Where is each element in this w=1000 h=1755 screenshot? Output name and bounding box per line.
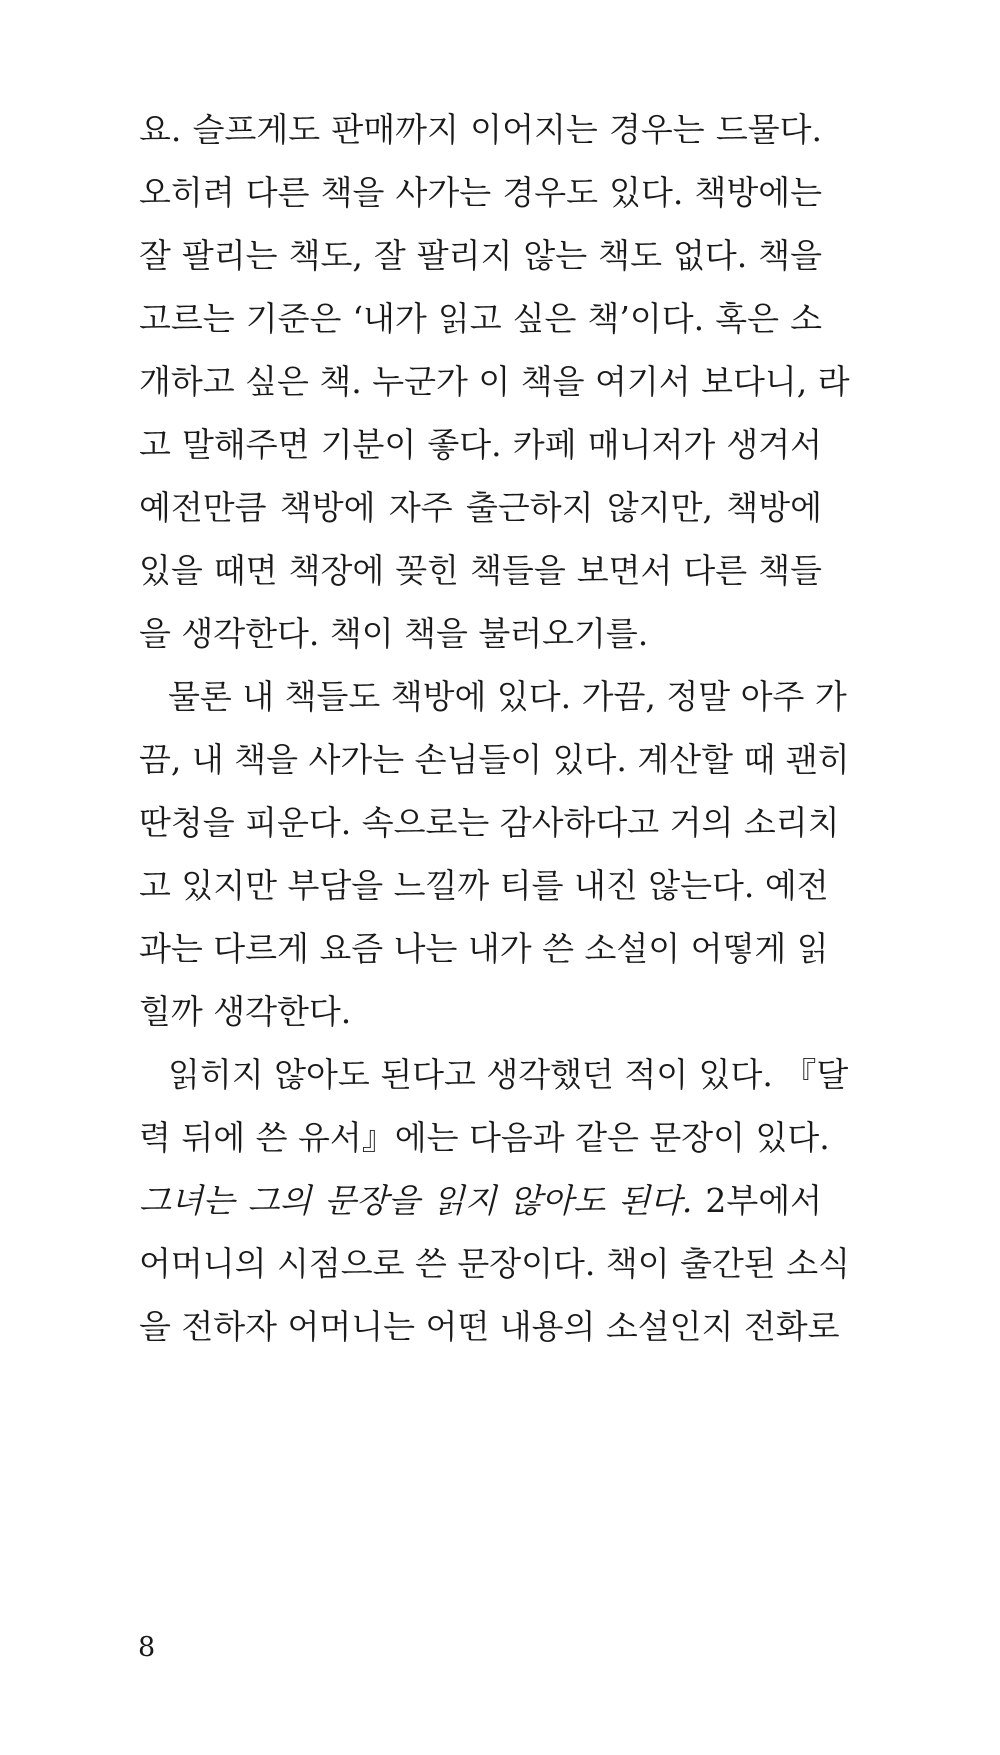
text-line-5: 개하고 싶은 책. 누군가 이 책을 여기서 보다니, 라 [139,362,850,401]
text-line-1: 요. 슬프게도 판매까지 이어지는 경우는 드물다. [139,110,822,149]
text-line-13: 고 있지만 부담을 느낄까 티를 내진 않는다. 예전 [139,866,829,905]
text-line-2: 오히려 다른 책을 사가는 경우도 있다. 책방에는 [139,173,822,212]
text-line-19: 어머니의 시점으로 쓴 문장이다. 책이 출간된 소식 [139,1244,850,1283]
text-line-4: 고르는 기준은 ‘내가 읽고 싶은 책’이다. 혹은 소 [139,299,822,338]
text-line-14: 과는 다르게 요즘 나는 내가 쓴 소설이 어떻게 읽 [139,929,829,968]
text-line-3: 잘 팔리는 책도, 잘 팔리지 않는 책도 없다. 책을 [139,236,822,275]
text-line-11: 끔, 내 책을 사가는 손님들이 있다. 계산할 때 괜히 [139,740,850,779]
text-line-10: 물론 내 책들도 책방에 있다. 가끔, 정말 아주 가 [168,677,847,716]
text-line-6: 고 말해주면 기분이 좋다. 카페 매니저가 생겨서 [139,425,822,464]
text-line-16: 읽히지 않아도 된다고 생각했던 적이 있다. 『달 [168,1055,849,1094]
text-line-9: 을 생각한다. 책이 책을 불러오기를. [139,614,649,653]
page-number: 8 [138,1632,156,1663]
text-line-7: 예전만큼 책방에 자주 출근하지 않지만, 책방에 [139,488,822,527]
text-line-20: 을 전하자 어머니는 어떤 내용의 소설인지 전화로 [139,1307,840,1346]
text-line-8: 있을 때면 책장에 꽂힌 책들을 보면서 다른 책들 [139,551,822,590]
italic-quote: 그녀는 그의 문장을 읽지 않아도 된다. [139,1181,693,1220]
text-line-18-tail: 2부에서 [705,1181,822,1220]
text-line-17: 력 뒤에 쓴 유서』에는 다음과 같은 문장이 있다. [139,1118,830,1157]
text-line-18 [139,1181,822,1221]
text-line-15: 힐까 생각한다. [139,992,352,1031]
text-line-12: 딴청을 피운다. 속으로는 감사하다고 거의 소리치 [139,803,840,842]
